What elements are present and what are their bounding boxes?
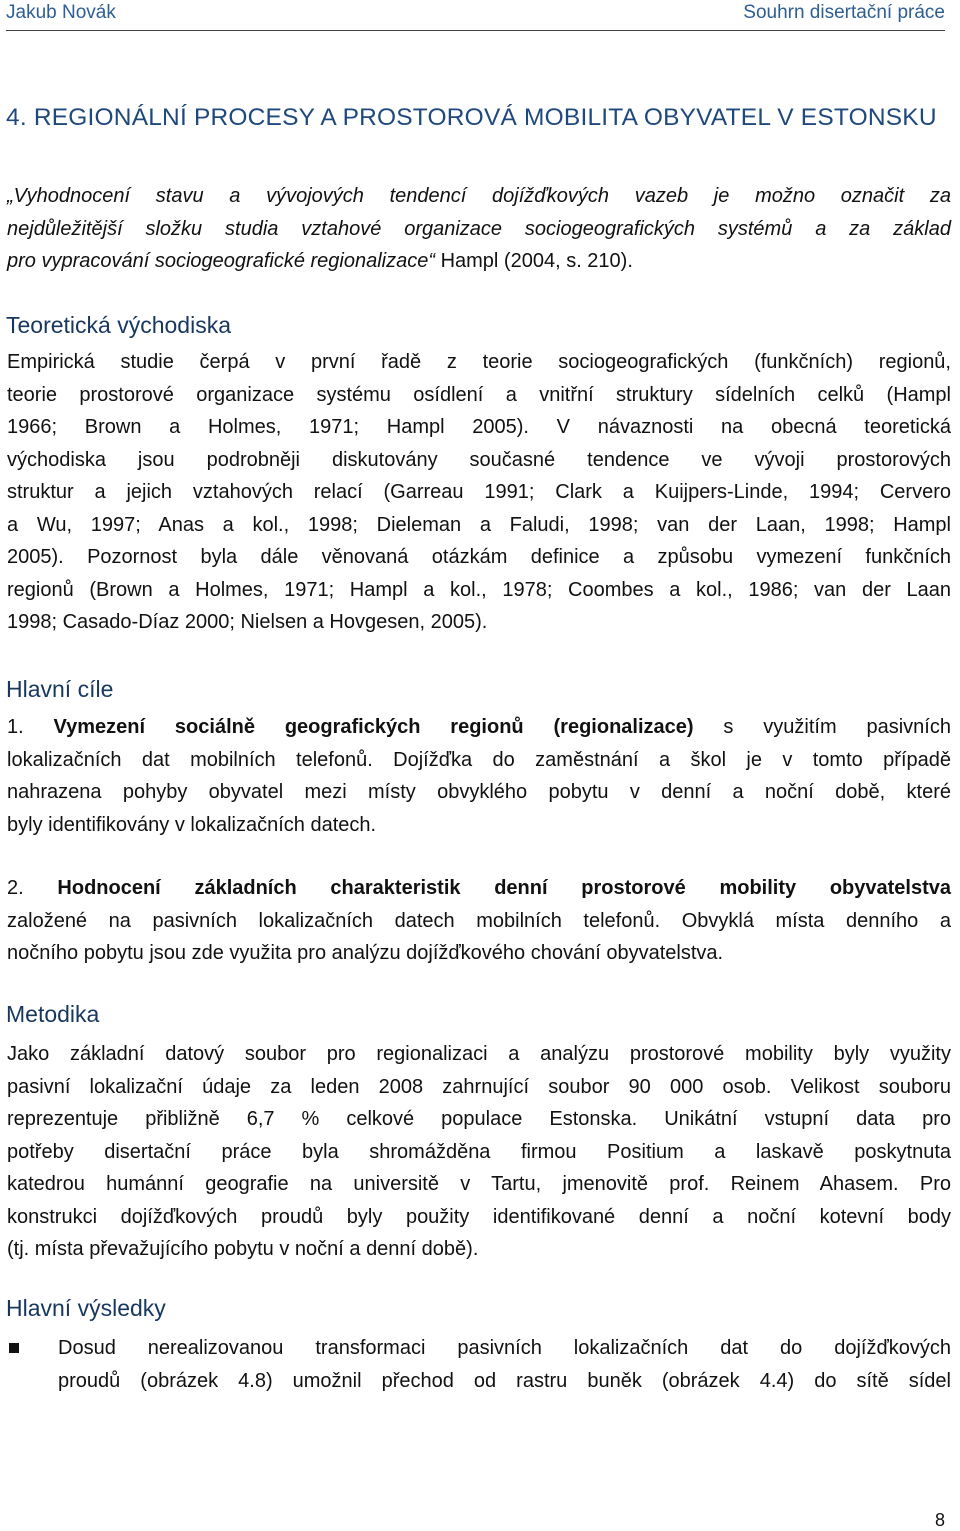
quote-line: pro vypracování sociogeografické regionalizace“	[7, 250, 436, 272]
quote-citation: Hampl (2004, s. 210).	[435, 250, 633, 272]
text-line: katedrou humánní geografie na universitě v Tartu, jmenovitě prof. Reinem Ahasem. Pro	[7, 1173, 951, 1195]
text-line: nahrazena pohyby obyvatel mezi místy obvyklého pobytu v denní a noční době, které	[7, 781, 951, 803]
goal-2-paragraph	[7, 872, 951, 970]
list-item	[7, 1332, 951, 1397]
theory-paragraph	[7, 346, 951, 639]
quote-last-line	[7, 245, 951, 278]
section-heading-method: Metodika	[6, 1001, 100, 1027]
text-line: východiska jsou podrobněji diskutovány současné tendence ve vývoji prostorových	[7, 448, 951, 471]
text-line: reprezentuje přibližně 6,7 % celkové populace Estonska. Unikátní vstupní data pro	[7, 1108, 951, 1130]
text-line: Jako základní datový soubor pro regionalizaci a analýzu prostorové mobility byly využity	[7, 1043, 951, 1065]
text-line: regionů (Brown a Holmes, 1971; Hampl a kol., 1978; Coombes a kol., 1986; van der Laan	[7, 578, 951, 601]
text-line: byly identifikovány v lokalizačních datech.	[7, 813, 377, 836]
section-heading-theory: Teoretická východiska	[6, 312, 231, 338]
section-heading-goals: Hlavní cíle	[6, 676, 114, 702]
goal-number: 2.	[7, 877, 58, 899]
goal-1-first-line	[7, 711, 951, 744]
text-line: založené na pasivních lokalizačních datech mobilních telefonů. Obvyklá místa denního a	[7, 909, 951, 932]
goal-title: Hodnocení základních charakteristik denní prostorové mobility obyvatelstva	[57, 877, 951, 899]
epigraph-quote	[7, 180, 951, 278]
square-bullet-icon	[9, 1343, 19, 1353]
header-document-title: Souhrn disertační práce	[743, 2, 945, 23]
text-line: pasivní lokalizační údaje za leden 2008 zahrnující soubor 90 000 osob. Velikost souboru	[7, 1075, 951, 1098]
section-heading-results: Hlavní výsledky	[6, 1295, 166, 1321]
text-line: 1966; Brown a Holmes, 1971; Hampl 2005). V návaznosti na obecná teoretická	[7, 416, 951, 438]
goal-number: 1.	[7, 716, 54, 738]
running-header	[6, 0, 945, 31]
header-author: Jakub Novák	[6, 2, 116, 23]
goal-text: s využitím pasivních	[693, 716, 951, 738]
goal-2-first-line	[7, 872, 951, 905]
text-line: Dosud nerealizovanou transformaci pasivních lokalizačních dat do dojížďkových	[58, 1337, 951, 1359]
text-line: proudů (obrázek 4.8) umožnil přechod od rastru buněk (obrázek 4.4) do sítě sídel	[58, 1369, 951, 1392]
text-line: teorie prostorové organizace systému osídlení a vnitřní struktury sídelních celků (Hampl	[7, 383, 951, 406]
text-line: 1998; Casado-Díaz 2000; Nielsen a Hovgesen, 2005).	[7, 611, 488, 633]
text-line: struktur a jejich vztahových relací (Garreau 1991; Clark a Kuijpers-Linde, 1994; Cervero	[7, 481, 951, 503]
quote-line: nejdůležitější složku studia vztahové organizace sociogeografických systémů a za základ	[7, 217, 951, 240]
goal-1-paragraph	[7, 711, 951, 841]
method-paragraph	[7, 1038, 951, 1266]
text-line: potřeby disertační práce byla shromážděna firmou Positium a laskavě poskytnuta	[7, 1140, 951, 1163]
text-line: lokalizačních dat mobilních telefonů. Dojížďka do zaměstnání a škol je v tomto případě	[7, 748, 951, 771]
text-line: konstrukci dojížďkových proudů byly použity identifikované denní a noční kotevní body	[7, 1205, 951, 1228]
text-line: a Wu, 1997; Anas a kol., 1998; Dieleman a Faludi, 1998; van der Laan, 1998; Hampl	[7, 513, 951, 536]
text-line: 2005). Pozornost byla dále věnovaná otázkám definice a způsobu vymezení funkčních	[7, 546, 951, 568]
results-list	[7, 1332, 951, 1397]
page-number: 8	[934, 1510, 945, 1530]
text-line: (tj. místa převažujícího pobytu v noční a denní době).	[7, 1238, 479, 1260]
goal-title: Vymezení sociálně geografických regionů (regionalizace)	[53, 716, 694, 738]
quote-line: „Vyhodnocení stavu a vývojových tendencí dojížďkových vazeb je možno označit za	[7, 185, 951, 207]
chapter-title: 4. REGIONÁLNÍ PROCESY A PROSTOROVÁ MOBILITA OBYVATEL V ESTONSKU	[6, 104, 937, 131]
text-line: nočního pobytu jsou zde využita pro analýzu dojížďkového chování obyvatelstva.	[7, 942, 724, 964]
text-line: Empirická studie čerpá v první řadě z teorie sociogeografických (funkčních) regionů,	[7, 351, 951, 373]
